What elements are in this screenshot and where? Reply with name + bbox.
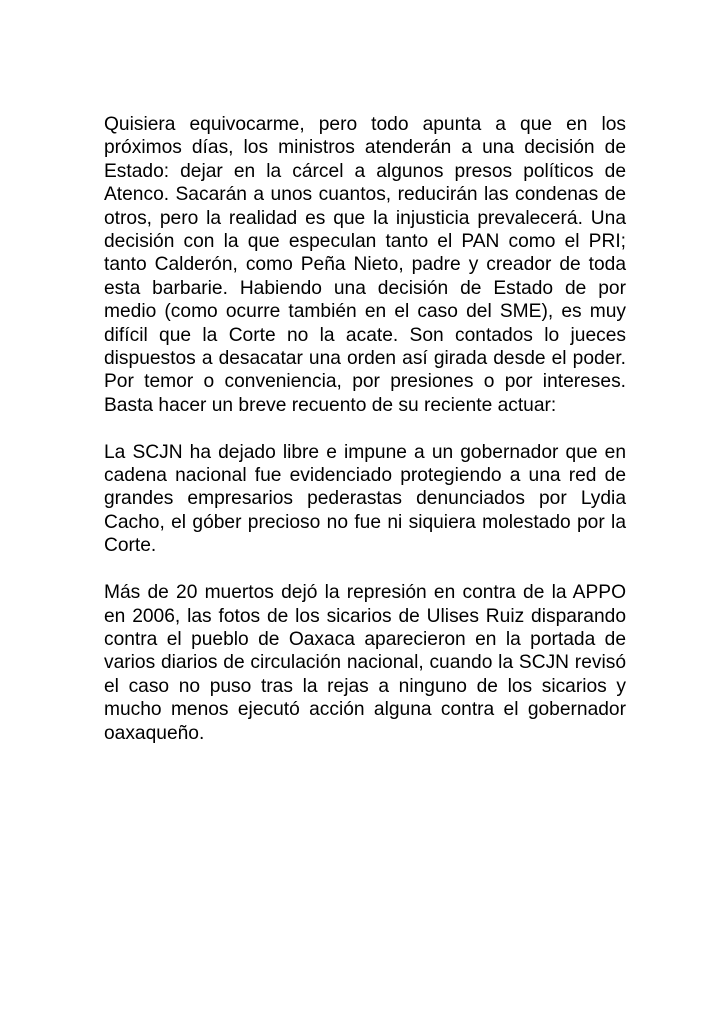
paragraph-atenco-decision: Quisiera equivocarme, pero todo apunta a que en los próximos días, los ministros atenderán a una decisión de Estado: dejar en la cárcel a algunos presos políticos de Atenco. Sacarán a unos cuantos, reducirán las condenas de otros, pero la realidad es que la injusticia prevalecerá. Una decisión con la que especulan tanto el PAN como el PRI; tanto Calderón, como Peña Nieto, padre y creador de toda esta barbarie. Habiendo una decisión de Estado de por medio (como ocurre también en el caso del SME), es muy difícil que la Corte no la acate. Son contados lo jueces dispuestos a desacatar una orden así girada desde el poder. Por temor o conveniencia, por presiones o por intereses. Basta hacer un breve recuento de su reciente actuar:	[104, 114, 626, 416]
document-body	[104, 113, 626, 745]
paragraph-gober-precioso: La SCJN ha dejado libre e impune a un gobernador que en cadena nacional fue evidenciado protegiendo a una red de grandes empresarios pederastas denunciados por Lydia Cacho, el góber precioso no fue ni siquiera molestado por la Corte.	[104, 441, 626, 557]
paragraph-appo-oaxaca: Más de 20 muertos dejó la represión en contra de la APPO en 2006, las fotos de los sicarios de Ulises Ruiz disparando contra el pueblo de Oaxaca aparecieron en la portada de varios diarios de circulación nacional, cuando la SCJN revisó el caso no puso tras la rejas a ninguno de los sicarios y mucho menos ejecutó acción alguna contra el gobernador oaxaqueño.	[104, 582, 626, 744]
